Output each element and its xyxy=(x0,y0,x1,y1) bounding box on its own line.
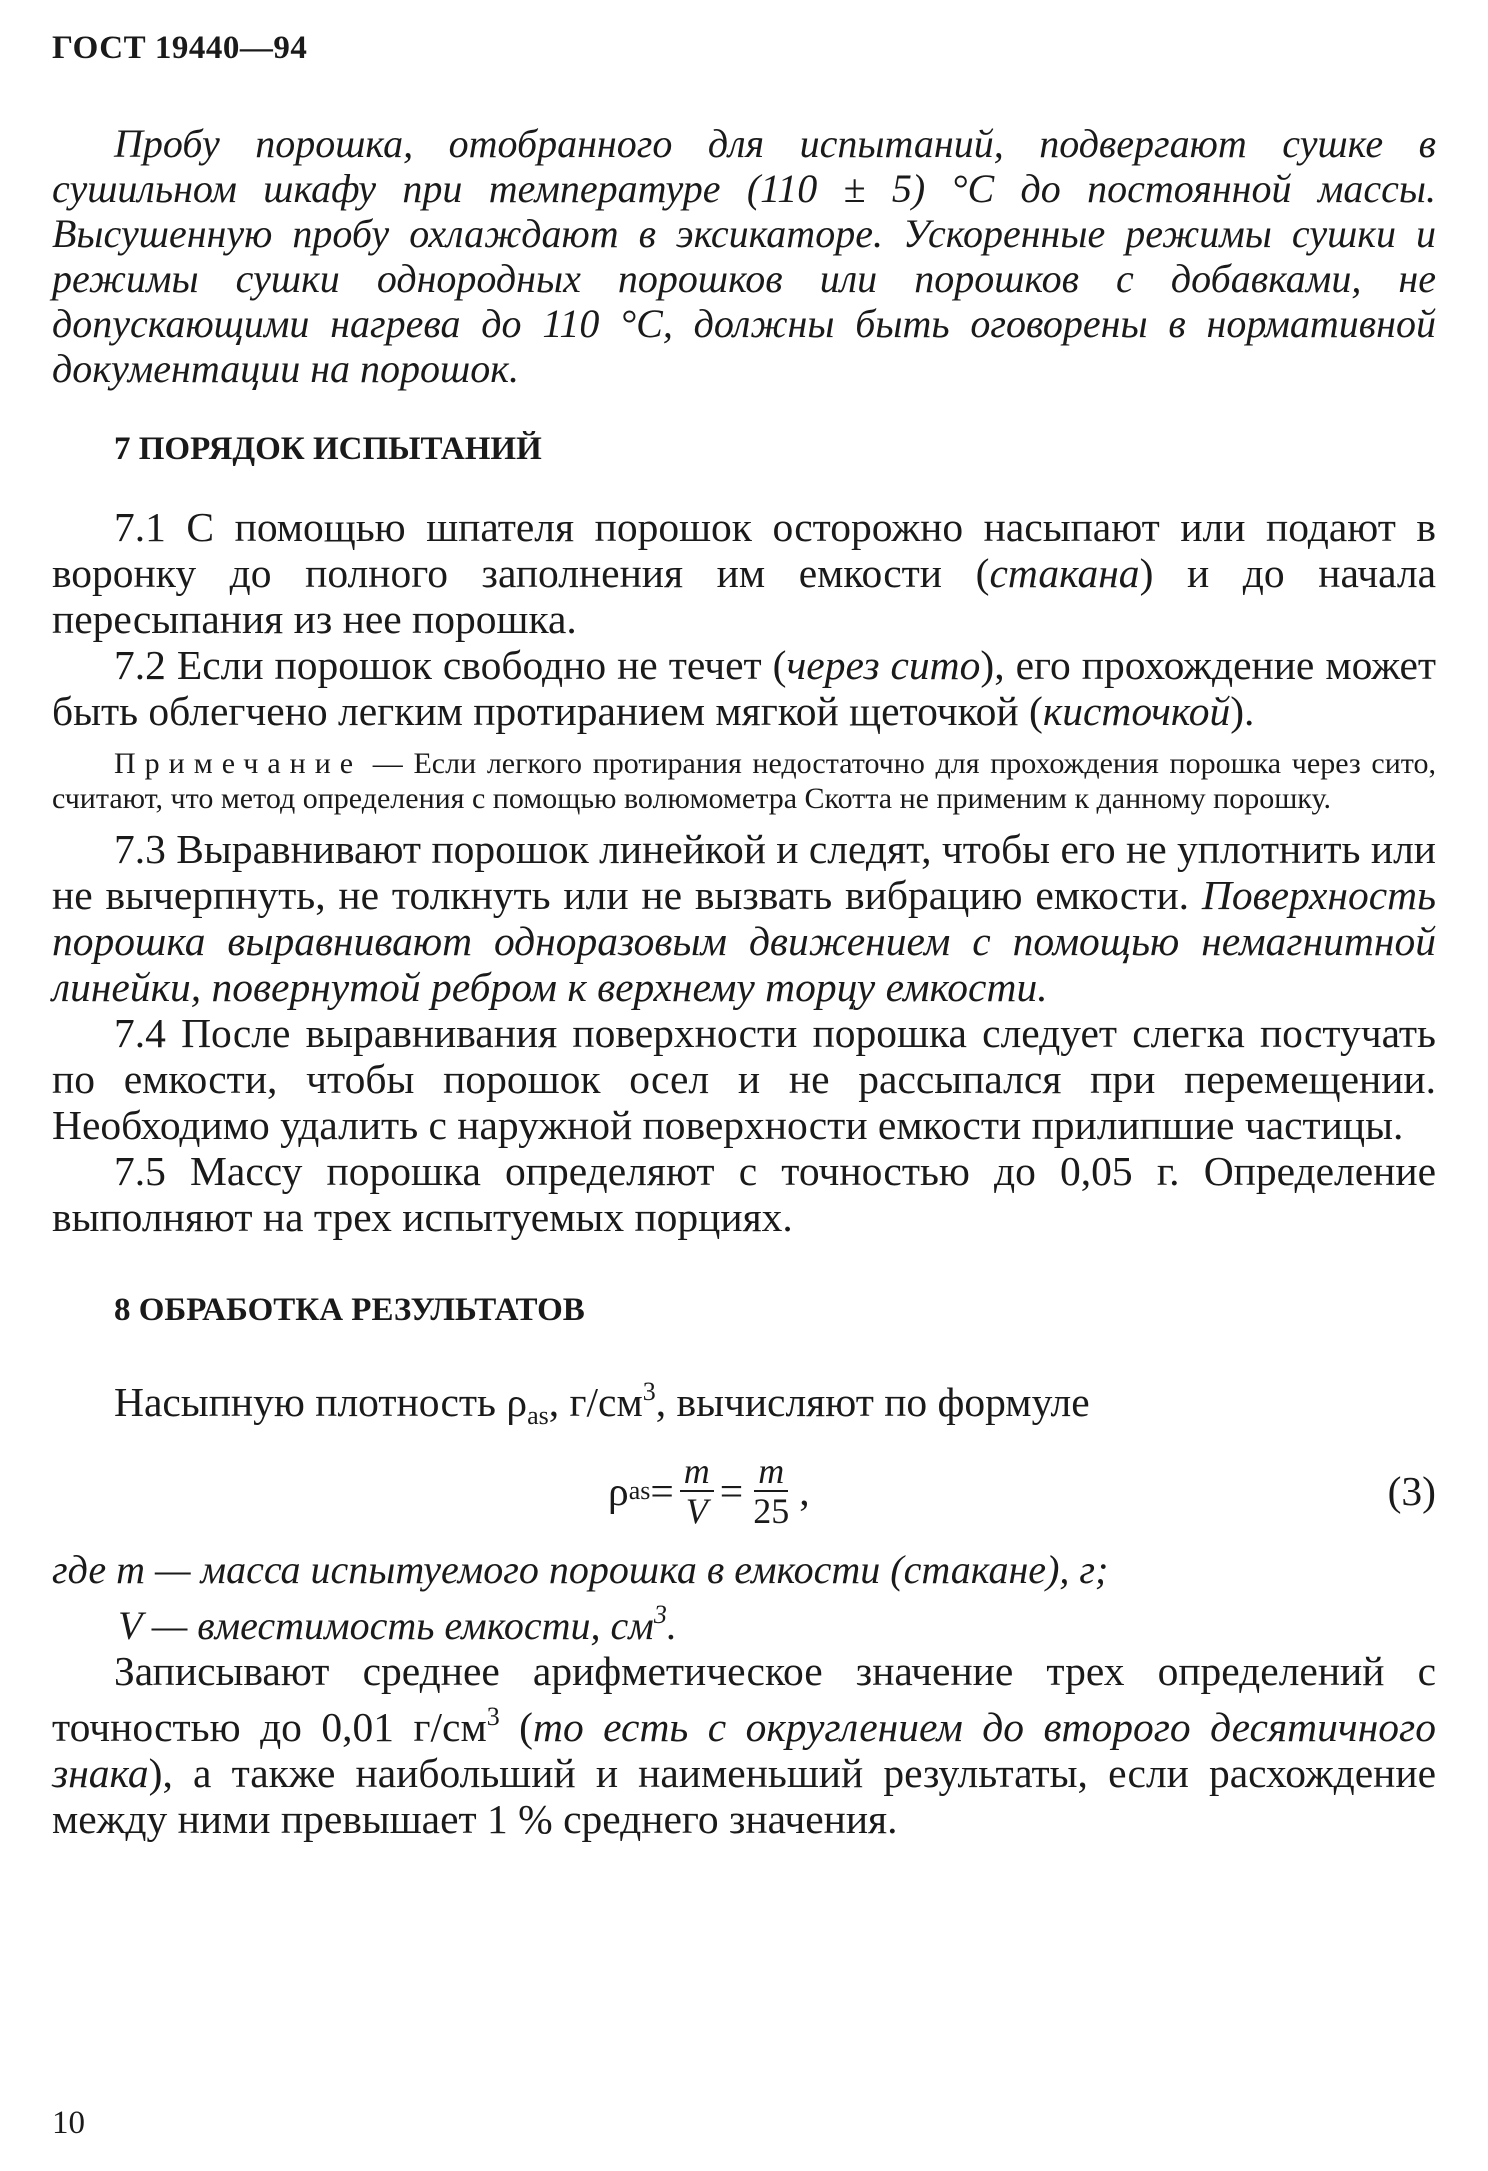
formula-intro-sup: 3 xyxy=(642,1377,656,1406)
standard-header: ГОСТ 19440—94 xyxy=(52,30,308,66)
final-text-d: ), а также наибольший и наименьший результаты, если расхождение между ними превышает 1 % среднего значения. xyxy=(52,1750,1436,1842)
where-2-end: . xyxy=(666,1603,677,1648)
note-7-2 xyxy=(52,746,1436,816)
p72-text-italic-1: через сито xyxy=(786,642,981,688)
p71-text-italic: стакана xyxy=(989,550,1140,596)
fraction-m-over-25 xyxy=(749,1452,793,1530)
p72-text-italic-2: кисточкой xyxy=(1042,688,1231,734)
section-7-heading: 7 ПОРЯДОК ИСПЫТАНИЙ xyxy=(114,431,542,467)
paragraph-7-4: 7.4 После выравнивания поверхности порошка следует слегка постучать по емкости, чтобы порошок осел и не рассыпался при перемещении. Необходимо удалить с наружной поверхности емкости прилипшие частицы. xyxy=(52,1010,1436,1148)
formula-eq-1: = xyxy=(650,1468,674,1514)
p73-text-a: 7.3 Выравнивают порошок линейкой и следят, чтобы его не уплотнить или не вычерпнуть, не толкнуть или не вызвать вибрацию емкости. xyxy=(52,826,1436,918)
final-sup: 3 xyxy=(486,1702,500,1731)
final-text-a: Записывают среднее арифметическое значение трех определений с точностью до 0,01 г/см xyxy=(52,1648,1436,1750)
formula-intro-b: , г/см xyxy=(548,1379,643,1425)
paragraph-7-3 xyxy=(52,826,1436,1010)
final-text-italic: то есть с округлением до второго десятичного знака xyxy=(52,1704,1436,1796)
intro-paragraph: Пробу порошка, отобранного для испытаний, подвергают сушке в сушильном шкафу при температуре (110 ± 5) °С до постоянной массы. Высушенную пробу охлаждают в эксикаторе. Ускоренные режимы сушки и режимы сушки однородных порошков или порошков с добавками, не допускающими нагрева до 110 °С, должны быть оговорены в нормативной документации на порошок. xyxy=(52,121,1436,391)
p72-text-c: ), его прохождение может быть облегчено легким протиранием мягкой щеточкой ( xyxy=(52,642,1437,734)
note-text: — Если легкого протирания недостаточно для прохождения порошка через сито, считают, что метод определения с помощью волюмометра Скотта не применим к данному порошку. xyxy=(52,747,1436,815)
p72-text-a: 7.2 Если порошок свободно не течет ( xyxy=(114,642,787,688)
formula-tail: , xyxy=(799,1468,810,1514)
formula-intro-c: , вычисляют по формуле xyxy=(655,1379,1090,1425)
fraction-m-over-v xyxy=(680,1452,714,1530)
formula-expression xyxy=(608,1443,810,1539)
formula-eq-2: = xyxy=(719,1468,744,1514)
page-number: 10 xyxy=(52,2105,85,2141)
formula-intro-a: Насыпную плотность ρ xyxy=(114,1379,528,1425)
fraction-1-denominator: V xyxy=(685,1491,708,1531)
where-line-2 xyxy=(52,1592,1436,1648)
formula-3 xyxy=(52,1443,1436,1539)
formula-lhs-sub: as xyxy=(628,1476,651,1505)
paragraph-7-5: 7.5 Массу порошка определяют с точностью до 0,05 г. Определение выполняют на трех испытуемых порциях. xyxy=(52,1148,1436,1240)
final-text-b: ( xyxy=(499,1704,533,1750)
p72-text-e: ). xyxy=(1230,688,1255,734)
p71-text-a: 7.1 С помощью шпателя порошок осторожно насыпают или подают в воронку до полного заполнения им емкости ( xyxy=(52,504,1436,596)
section-8-heading: 8 ОБРАБОТКА РЕЗУЛЬТАТОВ xyxy=(114,1292,585,1328)
formula-intro xyxy=(52,1369,1436,1439)
p73-text-italic: Поверхность порошка выравнивают одноразовым движением с помощью немагнитной линейки, повернутой ребром к верхнему торцу емкости. xyxy=(52,872,1436,1010)
formula-lhs: ρ xyxy=(608,1468,629,1514)
note-label: Примечание xyxy=(114,747,363,780)
fraction-2-denominator: 25 xyxy=(753,1491,790,1531)
equation-number: (3) xyxy=(1387,1468,1436,1514)
where-line-1: где m — масса испытуемого порошка в емкости (стакане), г; xyxy=(52,1547,1109,1592)
paragraph-7-2 xyxy=(52,642,1436,734)
fraction-2-numerator: m xyxy=(754,1452,788,1492)
where-2-text: V — вместимость емкости, см xyxy=(118,1603,654,1648)
p71-text-c: ) и до начала пересыпания из нее порошка. xyxy=(52,550,1436,642)
paragraph-7-1 xyxy=(52,504,1436,642)
fraction-1-numerator: m xyxy=(680,1452,714,1492)
formula-intro-sub: as xyxy=(527,1401,549,1430)
final-paragraph xyxy=(52,1648,1436,1842)
where-2-sup: 3 xyxy=(653,1600,667,1629)
